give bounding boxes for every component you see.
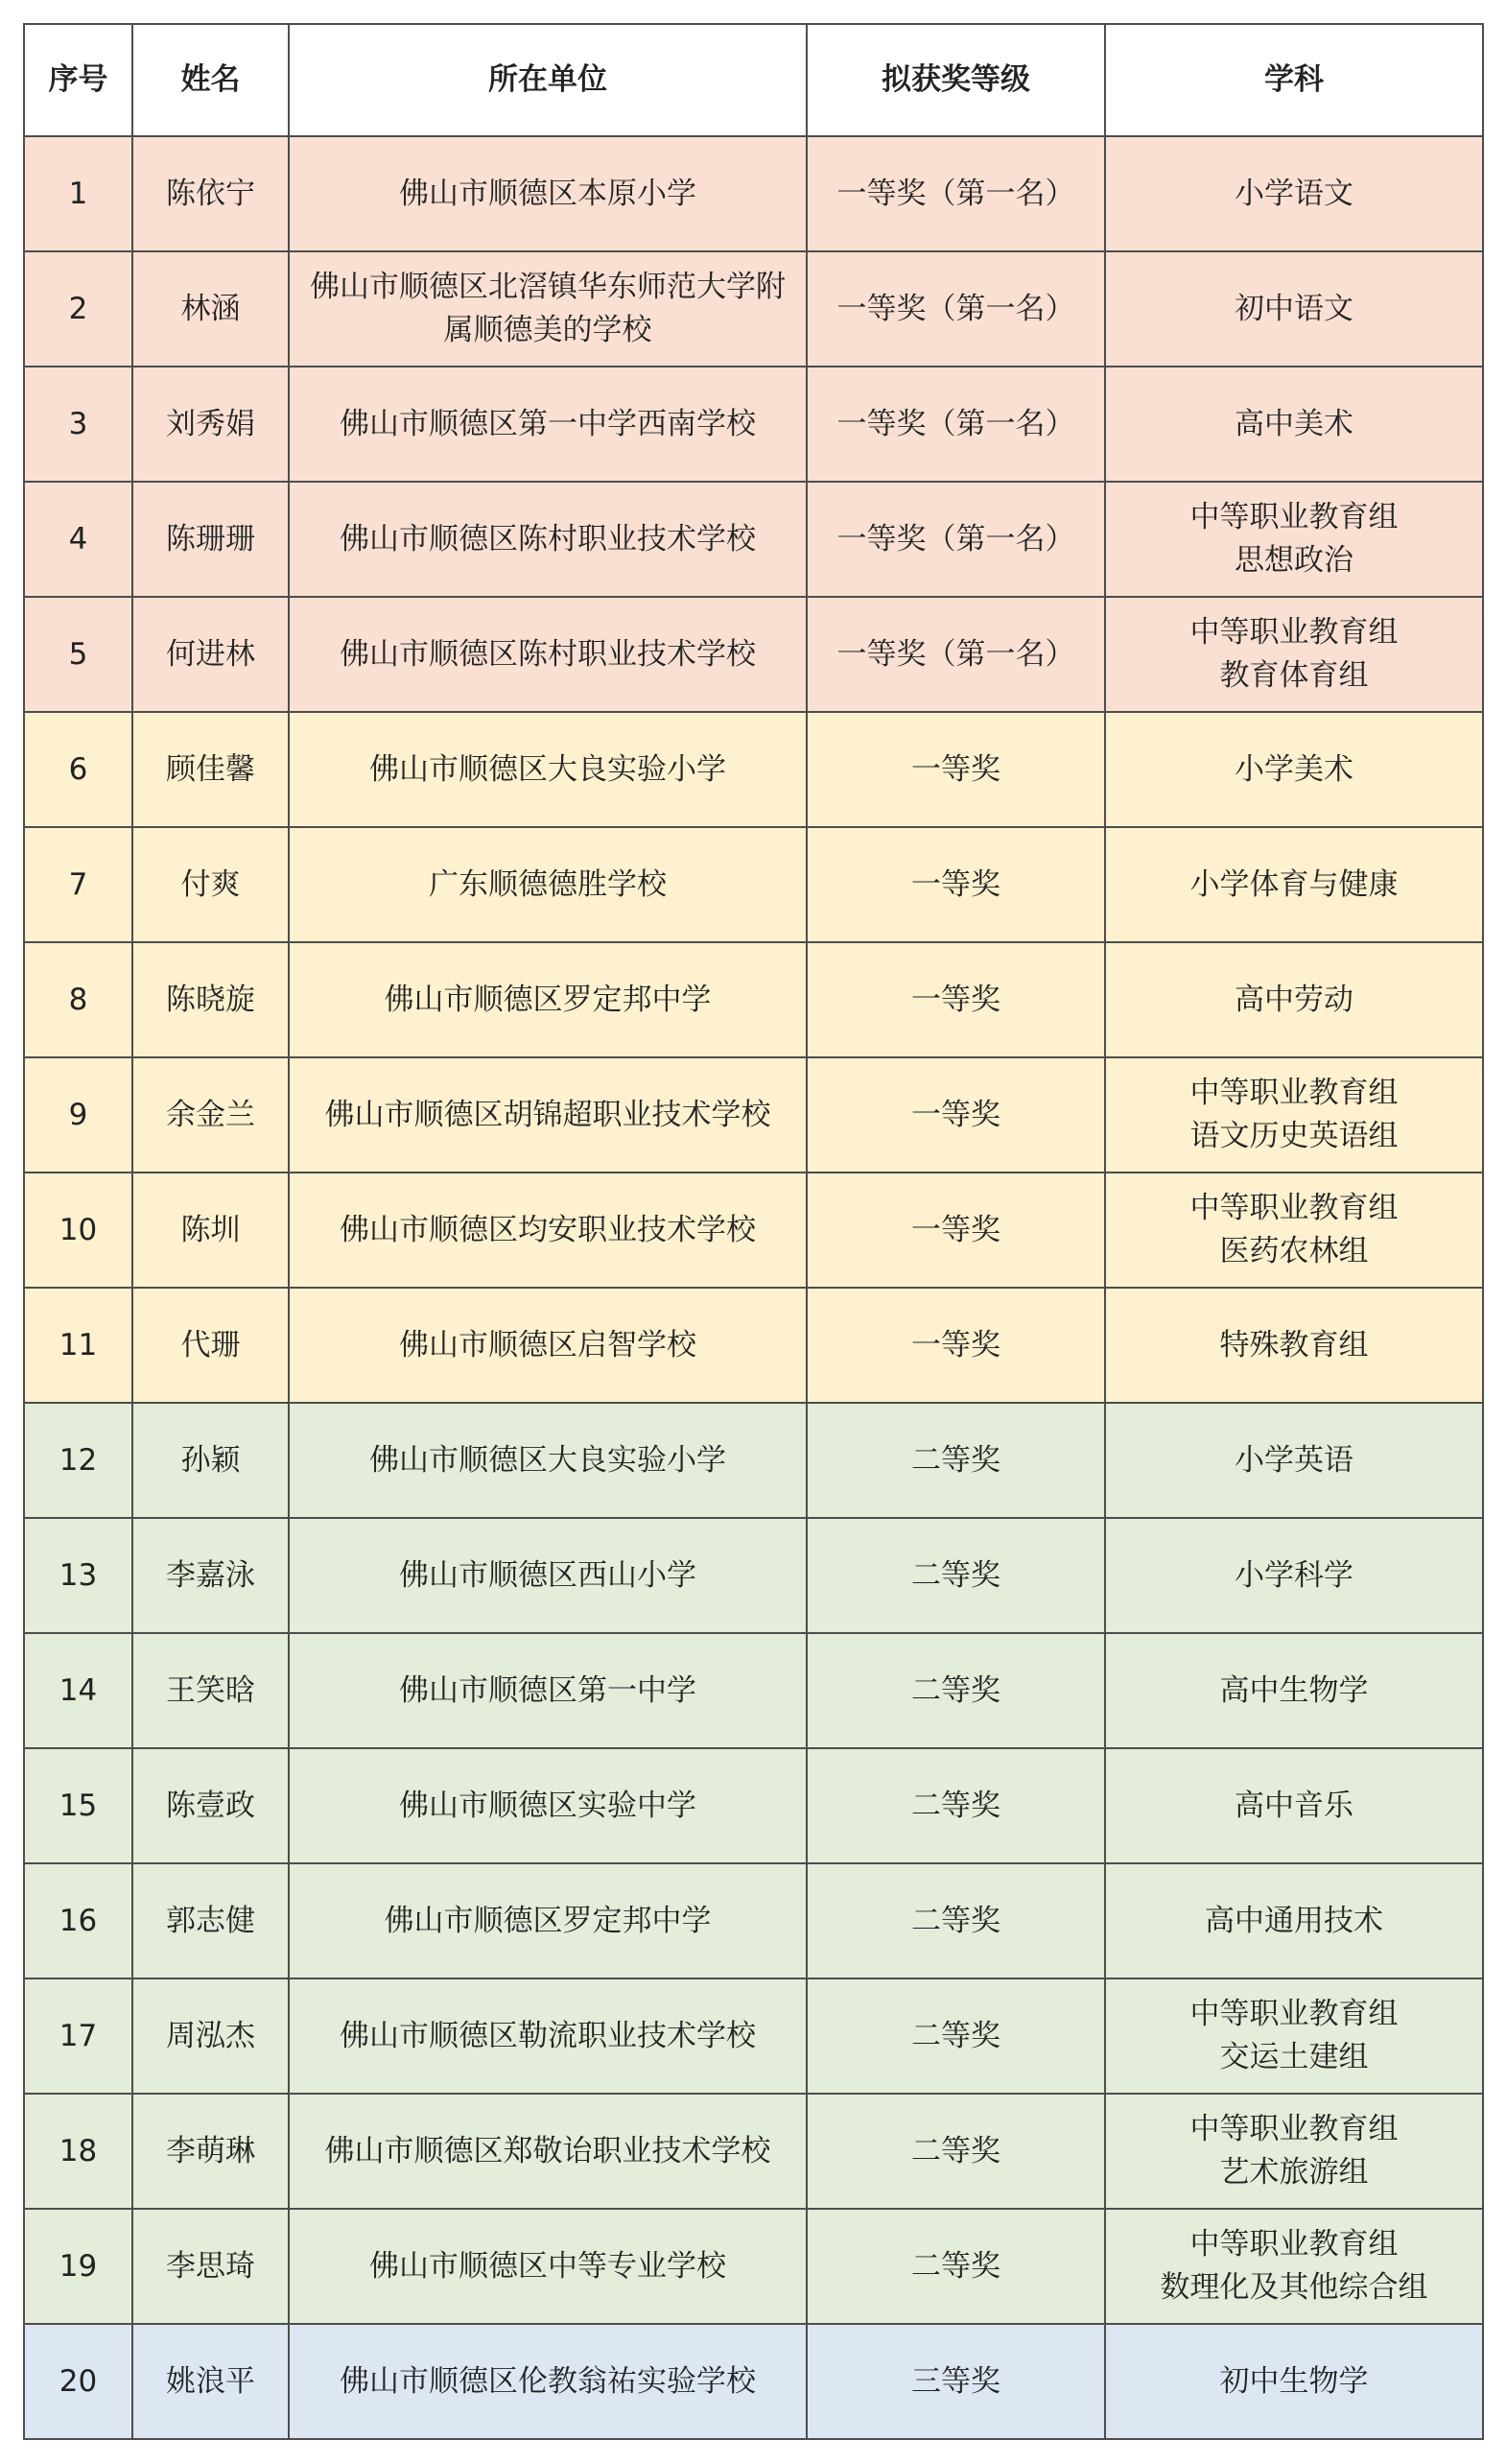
cell-subject-line: 小学美术 — [1235, 751, 1353, 787]
cell-index: 9 — [24, 1057, 132, 1173]
cell-unit — [289, 942, 807, 1057]
table-row — [24, 2094, 1483, 2209]
cell-subject-line: 高中劳动 — [1235, 982, 1353, 1017]
cell-subject — [1105, 1863, 1483, 1978]
header-name: 姓名 — [132, 24, 289, 136]
cell-index: 3 — [24, 367, 132, 482]
cell-award: 一等奖 — [807, 712, 1105, 827]
cell-index: 17 — [24, 1978, 132, 2094]
cell-subject — [1105, 136, 1483, 251]
table-row — [24, 1403, 1483, 1518]
cell-subject-line: 小学语文 — [1235, 176, 1353, 211]
cell-index: 12 — [24, 1403, 132, 1518]
table-row — [24, 1863, 1483, 1978]
cell-subject-line: 中等职业教育组 — [1189, 500, 1399, 534]
cell-name: 陈晓旋 — [132, 942, 289, 1057]
cell-name: 陈圳 — [132, 1173, 289, 1288]
cell-subject — [1105, 1748, 1483, 1863]
table-row — [24, 1978, 1483, 2094]
cell-unit-line: 佛山市顺德区启智学校 — [399, 1327, 696, 1362]
cell-name: 郭志健 — [132, 1863, 289, 1978]
cell-unit-line: 属顺德美的学校 — [443, 313, 652, 347]
cell-unit — [289, 2094, 807, 2209]
cell-subject — [1105, 1288, 1483, 1403]
cell-subject — [1105, 251, 1483, 367]
cell-award: 二等奖 — [807, 2209, 1105, 2324]
cell-award: 一等奖 — [807, 942, 1105, 1057]
cell-award: 三等奖 — [807, 2324, 1105, 2439]
cell-unit-line: 佛山市顺德区第一中学西南学校 — [340, 406, 756, 441]
table-header — [24, 24, 1483, 136]
cell-subject-line: 初中生物学 — [1219, 2363, 1369, 2399]
cell-award: 一等奖 — [807, 1057, 1105, 1173]
cell-unit-line: 佛山市顺德区第一中学 — [399, 1672, 696, 1708]
cell-subject-line: 特殊教育组 — [1219, 1327, 1369, 1362]
cell-name: 顾佳馨 — [132, 712, 289, 827]
cell-subject-line: 中等职业教育组 — [1189, 2227, 1399, 2262]
table-row — [24, 482, 1483, 597]
cell-unit — [289, 1633, 807, 1748]
cell-unit-line: 佛山市顺德区郑敬诒职业技术学校 — [324, 2133, 771, 2168]
cell-subject-line: 艺术旅游组 — [1219, 2155, 1369, 2190]
table-body — [24, 136, 1483, 2439]
cell-name: 余金兰 — [132, 1057, 289, 1173]
cell-unit — [289, 1978, 807, 2094]
cell-unit — [289, 597, 807, 712]
cell-index: 19 — [24, 2209, 132, 2324]
cell-subject — [1105, 1403, 1483, 1518]
cell-index: 6 — [24, 712, 132, 827]
table-row — [24, 1748, 1483, 1863]
cell-unit-line: 佛山市顺德区均安职业技术学校 — [340, 1212, 756, 1247]
cell-name: 林涵 — [132, 251, 289, 367]
cell-index: 14 — [24, 1633, 132, 1748]
cell-unit-line: 佛山市顺德区本原小学 — [399, 176, 696, 211]
cell-award: 一等奖（第一名） — [807, 367, 1105, 482]
cell-unit — [289, 136, 807, 251]
cell-award: 一等奖 — [807, 1288, 1105, 1403]
header-award: 拟获奖等级 — [807, 24, 1105, 136]
cell-award: 一等奖（第一名） — [807, 597, 1105, 712]
table-row — [24, 712, 1483, 827]
cell-name: 刘秀娟 — [132, 367, 289, 482]
cell-subject — [1105, 712, 1483, 827]
cell-index: 5 — [24, 597, 132, 712]
cell-unit-line: 佛山市顺德区陈村职业技术学校 — [340, 636, 756, 672]
cell-subject-line: 教育体育组 — [1219, 658, 1369, 693]
cell-index: 1 — [24, 136, 132, 251]
cell-subject-line: 中等职业教育组 — [1189, 1076, 1399, 1110]
cell-subject — [1105, 1978, 1483, 2094]
cell-unit — [289, 251, 807, 367]
cell-award: 二等奖 — [807, 1403, 1105, 1518]
cell-award: 一等奖 — [807, 827, 1105, 942]
cell-unit-line: 佛山市顺德区实验中学 — [399, 1788, 696, 1823]
cell-unit — [289, 1403, 807, 1518]
cell-unit — [289, 712, 807, 827]
cell-subject-line: 高中通用技术 — [1205, 1903, 1383, 1938]
cell-award: 二等奖 — [807, 2094, 1105, 2209]
cell-name: 陈依宁 — [132, 136, 289, 251]
cell-unit — [289, 1173, 807, 1288]
table-row — [24, 2324, 1483, 2439]
cell-subject-line: 小学英语 — [1235, 1442, 1353, 1478]
cell-award: 二等奖 — [807, 1978, 1105, 2094]
table-row — [24, 251, 1483, 367]
cell-award: 一等奖 — [807, 1173, 1105, 1288]
cell-index: 11 — [24, 1288, 132, 1403]
cell-award: 一等奖（第一名） — [807, 482, 1105, 597]
cell-subject-line: 高中美术 — [1235, 406, 1353, 441]
table-row — [24, 1173, 1483, 1288]
cell-award: 二等奖 — [807, 1748, 1105, 1863]
cell-name: 付爽 — [132, 827, 289, 942]
header-unit: 所在单位 — [289, 24, 807, 136]
cell-subject — [1105, 942, 1483, 1057]
cell-subject-line: 语文历史英语组 — [1189, 1119, 1399, 1153]
cell-subject-line: 小学体育与健康 — [1189, 866, 1399, 902]
cell-unit — [289, 367, 807, 482]
cell-unit-line: 佛山市顺德区陈村职业技术学校 — [340, 521, 756, 557]
cell-unit-line: 佛山市顺德区北滘镇华东师范大学附 — [310, 270, 786, 304]
cell-name: 孙颖 — [132, 1403, 289, 1518]
cell-unit-line: 佛山市顺德区大良实验小学 — [369, 751, 726, 787]
table-row — [24, 2209, 1483, 2324]
cell-unit-line: 佛山市顺德区勒流职业技术学校 — [340, 2018, 756, 2053]
cell-unit — [289, 2324, 807, 2439]
cell-subject-line: 医药农林组 — [1219, 1234, 1369, 1268]
cell-index: 10 — [24, 1173, 132, 1288]
cell-name: 李萌琳 — [132, 2094, 289, 2209]
cell-unit — [289, 1518, 807, 1633]
cell-unit — [289, 1863, 807, 1978]
cell-subject-line: 小学科学 — [1235, 1557, 1353, 1593]
cell-award: 一等奖（第一名） — [807, 136, 1105, 251]
table-row — [24, 942, 1483, 1057]
cell-award: 二等奖 — [807, 1518, 1105, 1633]
header-index: 序号 — [24, 24, 132, 136]
cell-index: 2 — [24, 251, 132, 367]
cell-unit-line: 佛山市顺德区胡锦超职业技术学校 — [324, 1097, 771, 1132]
cell-subject-line: 高中音乐 — [1235, 1788, 1353, 1823]
cell-name: 陈珊珊 — [132, 482, 289, 597]
cell-unit — [289, 1748, 807, 1863]
cell-subject — [1105, 2094, 1483, 2209]
cell-name: 陈壹政 — [132, 1748, 289, 1863]
cell-name: 周泓杰 — [132, 1978, 289, 2094]
table-row — [24, 1057, 1483, 1173]
cell-subject — [1105, 1633, 1483, 1748]
cell-index: 16 — [24, 1863, 132, 1978]
cell-unit-line: 佛山市顺德区伦教翁祐实验学校 — [340, 2363, 756, 2399]
cell-subject-line: 初中语文 — [1235, 291, 1353, 326]
cell-award: 二等奖 — [807, 1633, 1105, 1748]
cell-subject — [1105, 367, 1483, 482]
cell-subject-line: 中等职业教育组 — [1189, 2112, 1399, 2146]
cell-unit — [289, 1057, 807, 1173]
cell-name: 何进林 — [132, 597, 289, 712]
cell-index: 18 — [24, 2094, 132, 2209]
cell-unit-line: 佛山市顺德区罗定邦中学 — [384, 982, 712, 1017]
cell-index: 4 — [24, 482, 132, 597]
cell-subject — [1105, 827, 1483, 942]
cell-subject — [1105, 482, 1483, 597]
table-row — [24, 827, 1483, 942]
cell-index: 13 — [24, 1518, 132, 1633]
table-row — [24, 1633, 1483, 1748]
cell-unit-line: 佛山市顺德区中等专业学校 — [369, 2248, 726, 2284]
cell-subject-line: 数理化及其他综合组 — [1160, 2270, 1428, 2305]
table-row — [24, 1288, 1483, 1403]
cell-subject-line: 中等职业教育组 — [1189, 615, 1399, 650]
cell-name: 李嘉泳 — [132, 1518, 289, 1633]
cell-award: 二等奖 — [807, 1863, 1105, 1978]
cell-index: 15 — [24, 1748, 132, 1863]
cell-subject — [1105, 597, 1483, 712]
cell-index: 20 — [24, 2324, 132, 2439]
cell-name: 姚浪平 — [132, 2324, 289, 2439]
cell-subject-line: 思想政治 — [1235, 543, 1353, 578]
cell-index: 8 — [24, 942, 132, 1057]
cell-subject-line: 高中生物学 — [1219, 1672, 1369, 1708]
cell-unit — [289, 827, 807, 942]
cell-unit-line: 佛山市顺德区西山小学 — [399, 1557, 696, 1593]
cell-index: 7 — [24, 827, 132, 942]
cell-subject-line: 中等职业教育组 — [1189, 1997, 1399, 2031]
cell-unit-line: 广东顺德德胜学校 — [429, 866, 667, 902]
cell-unit-line: 佛山市顺德区大良实验小学 — [369, 1442, 726, 1478]
cell-unit — [289, 482, 807, 597]
cell-subject — [1105, 1173, 1483, 1288]
cell-award: 一等奖（第一名） — [807, 251, 1105, 367]
header-row — [24, 24, 1483, 136]
cell-unit — [289, 1288, 807, 1403]
cell-name: 代珊 — [132, 1288, 289, 1403]
award-table — [23, 23, 1484, 2440]
cell-unit — [289, 2209, 807, 2324]
cell-subject-line: 交运土建组 — [1219, 2040, 1369, 2074]
table-row — [24, 136, 1483, 251]
cell-subject — [1105, 2324, 1483, 2439]
cell-subject — [1105, 1057, 1483, 1173]
header-subject: 学科 — [1105, 24, 1483, 136]
cell-name: 李思琦 — [132, 2209, 289, 2324]
cell-name: 王笑晗 — [132, 1633, 289, 1748]
cell-subject — [1105, 1518, 1483, 1633]
cell-subject-line: 中等职业教育组 — [1189, 1191, 1399, 1225]
cell-unit-line: 佛山市顺德区罗定邦中学 — [384, 1903, 712, 1938]
table-row — [24, 597, 1483, 712]
table-row — [24, 367, 1483, 482]
table-row — [24, 1518, 1483, 1633]
cell-subject — [1105, 2209, 1483, 2324]
